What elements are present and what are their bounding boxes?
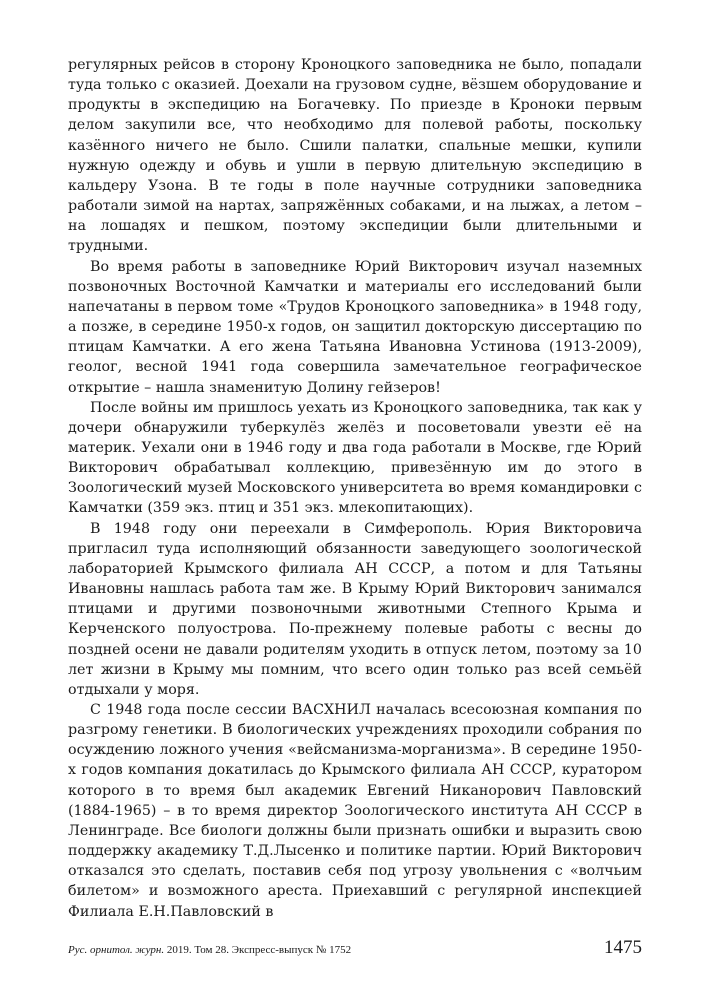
- paragraph-2: Во время работы в заповеднике Юрий Викторович изучал наземных позвоночных Восточной Камчатки и материалы его исследований были напечатаны в первом томе «Трудов Кроноцкого заповедника» в 1948 году, а позже, в середине 1950-х годов, он защитил докторскую диссертацию по птицам Камчатки. А его жена Татьяна Ивановна Устинова (1913-2009), геолог, весной 1941 года совершила замечательное географическое открытие – нашла знаменитую Долину гейзеров!: [68, 258, 642, 396]
- page-body: [68, 55, 642, 922]
- page-number: 1475: [604, 937, 642, 958]
- footer-citation: [68, 944, 351, 956]
- paragraph-3: После войны им пришлось уехать из Кроноцкого заповедника, так как у дочери обнаружили туберкулёз желёз и посоветовали увезти её на материк. Уехали они в 1946 году и два года работали в Москве, где Юрий Викторович обрабатывал коллекцию, привезённую им до этого в Зоологический музей Московского университета во время командировки с Камчатки (359 экз. птиц и 351 экз. млекопитающих).: [68, 399, 642, 517]
- footer-issue-details: 2019. Том 28. Экспресс-выпуск № 1752: [166, 944, 352, 956]
- paragraph-4: В 1948 году они переехали в Симферополь. Юрия Викторовича пригласил туда исполняющий обязанности заведующего зоологической лабораторией Крымского филиала АН СССР, а потом и для Татьяны Ивановны нашлась работа там же. В Крыму Юрий Викторович занимался птицами и другими позвоночными животными Степного Крыма и Керченского полуострова. По-прежнему полевые работы с весны до поздней осени не давали родителям уходить в отпуск летом, поэтому за 10 лет жизни в Крыму мы помним, что всего один только раз всей семьёй отдыхали у моря.: [68, 520, 642, 698]
- paragraph-1: регулярных рейсов в сторону Кроноцкого заповедника не было, попадали туда только с оказией. Доехали на грузовом судне, вёзшем оборудование и продукты в экспедицию на Богачевку. По приезде в Кроноки первым делом закупили все, что необходимо для полевой работы, поскольку казённого ничего не было. Сшили палатки, спальные мешки, купили нужную одежду и обувь и ушли в первую длительную экспедицию в кальдеру Узона. В те годы в поле научные сотрудники заповедника работали зимой на нартах, запряжённых собаками, и на лыжах, а летом – на лошадях и пешком, поэтому экспедиции были длительными и трудными.: [68, 57, 642, 255]
- footer-journal-name: Рус. орнитол. журн.: [68, 944, 165, 956]
- page-footer: [68, 933, 642, 959]
- paragraph-5: С 1948 года после сессии ВАСХНИЛ началась всесоюзная компания по разгрому генетики. В биологических учреждениях проходили собрания по осуждению ложного учения «вейсманизма-морганизма». В середине 1950-х годов компания докатилась до Крымского филиала АН СССР, куратором которого в то время был академик Евгений Никанорович Павловский (1884-1965) – в то время директор Зоологического института АН СССР в Ленинграде. Все биологи должны были признать ошибки и выразить свою поддержку академику Т.Д.Лысенко и политике партии. Юрий Викторович отказался это сделать, поставив себя под угрозу увольнения с «волчьим билетом» и возможного ареста. Приехавший с регулярной инспекцией Филиала Е.Н.Павловский в: [68, 702, 642, 920]
